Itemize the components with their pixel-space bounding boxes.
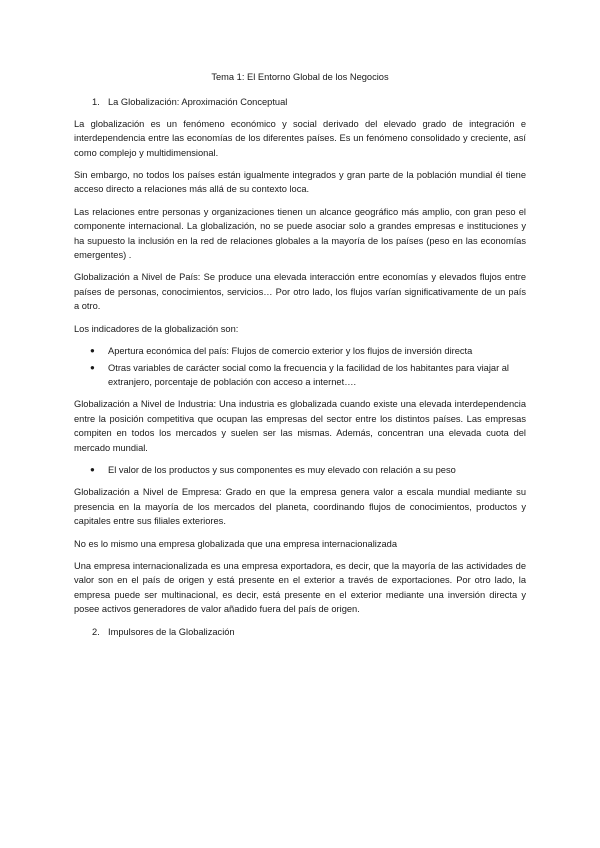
paragraph-integracion: Sin embargo, no todos los países están igualmente integrados y gran parte de la población mundial él tiene acceso directo a relaciones más allá de su contexto loca. [74, 170, 526, 195]
paragraph-indicadores-intro: Los indicadores de la globalización son: [74, 323, 239, 334]
list-item [74, 361, 526, 390]
document-title: Tema 1: El Entorno Global de los Negocios [211, 72, 389, 82]
section-title: La Globalización: Aproximación Conceptual [108, 97, 288, 108]
paragraph-nivel-pais: Globalización a Nivel de País: Se produce una elevada interacción entre economías y elevados flujos entre países de personas, conocimientos, servicios… Por otro lado, los flujos varían significativamente de un país a otro. [74, 272, 526, 312]
industry-list [74, 463, 526, 477]
list-item [74, 463, 526, 477]
section-heading-2 [74, 625, 526, 639]
list-item-text: Otras variables de carácter social como la frecuencia y la facilidad de los habitantes para viajar al extranjero, porcentaje de población con acceso a internet…. [108, 362, 510, 387]
paragraph-nivel-industria: Globalización a Nivel de Industria: Una industria es globalizada cuando existe una elevada interdependencia entre la posición competitiva que ocupan las empresas del sector entre los distintos países. Las empresas compiten en todos los mercados y suelen ser las mismas. Además, concentran una elevada cuota del mercado mundial. [74, 399, 526, 453]
paragraph-nivel-empresa: Globalización a Nivel de Empresa: Grado en que la empresa genera valor a escala mundial mediante su presencia en la mayoría de los mercados del planeta, coordinando flujos de conocimientos, productos y capitales entre sus filiales exteriores. [74, 487, 526, 527]
bullet-icon: ● [90, 346, 95, 356]
list-item-text: El valor de los productos y sus componentes es muy elevado con relación a su peso [108, 464, 456, 475]
section-heading-1 [74, 95, 526, 109]
list-item-text: Apertura económica del país: Flujos de comercio exterior y los flujos de inversión directa [108, 346, 473, 357]
paragraph-globalizacion-definicion: La globalización es un fenómeno económico y social derivado del elevado grado de integración e interdependencia entre las economías de los diferentes países. Es un fenómeno consolidado y creciente, así como complejo y multidimensional. [74, 118, 526, 158]
section-title: Impulsores de la Globalización [108, 626, 235, 637]
document-content [74, 70, 526, 646]
bullet-icon: ● [90, 464, 95, 474]
paragraph-globalizada-vs-internacionalizada: No es lo mismo una empresa globalizada que una empresa internacionalizada [74, 538, 397, 549]
list-item [74, 344, 526, 358]
section-number: 1. [92, 97, 100, 108]
indicators-list [74, 344, 526, 389]
bullet-icon: ● [90, 362, 95, 372]
section-number: 2. [92, 626, 100, 637]
paragraph-empresa-internacionalizada: Una empresa internacionalizada es una empresa exportadora, es decir, que la mayoría de las actividades de valor son en el país de origen y está presente en el exterior a través de exportaciones. Por otro lado, la empresa puede ser multinacional, es decir, está presente en el exterior mediante una inversión directa y posee activos generadores de valor añadido fuera del país de origen. [74, 560, 526, 615]
paragraph-relaciones: Las relaciones entre personas y organizaciones tienen un alcance geográfico más amplio, con gran peso el componente internacional. La globalización, no se puede asociar solo a grandes empresas e instituciones y ha supuesto la inclusión en la red de relaciones globales a la mayoría de los países (peso en las economías emergentes) . [74, 206, 526, 261]
